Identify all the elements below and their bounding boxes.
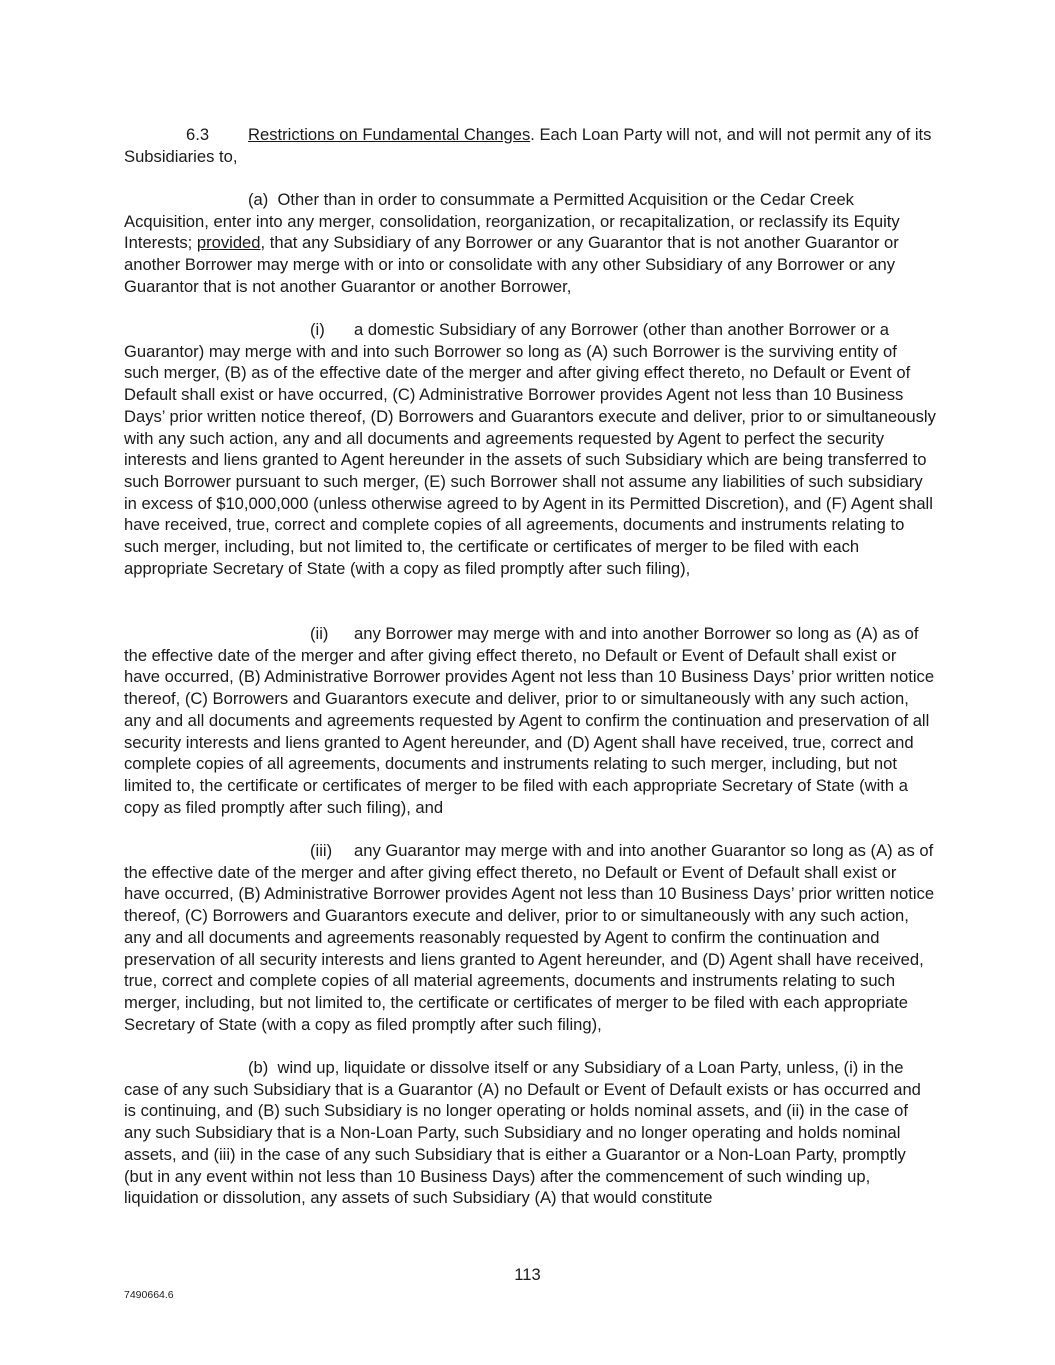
- clause-a-text-after: , that any Subsidiary of any Borrower or any Guarantor that is not another Guarantor or another Borrower may merge with or into or consolidate with any other Subsidiary of any Borrower or any Guarantor that is not another Guarantor or another Borrower,: [124, 233, 899, 296]
- clause-a-label: (a): [248, 190, 269, 209]
- section-title: Restrictions on Fundamental Changes: [248, 125, 531, 144]
- clause-iii-label: (iii): [310, 841, 333, 860]
- clause-ii-label: (ii): [310, 624, 329, 643]
- clause-b-text: wind up, liquidate or dissolve itself or any Subsidiary of a Loan Party, unless, (i) in the case of any such Subsidiary that is a Guarantor (A) no Default or Event of Default exists or has occurred and is continuing, and (B) such Subsidiary is no longer operating or holds nominal assets, and (ii) in the case of any such Subsidiary that is a Non-Loan Party, such Subsidiary and no longer operating and holds nominal assets, and (iii) in the case of any such Subsidiary that is either a Guarantor or a Non-Loan Party, promptly (but in any event within not less than 10 Business Days) after the commencement of such winding up, liquidation or dissolution, any assets of such Subsidiary (A) that would constitute: [124, 1058, 921, 1208]
- clause-iii: [124, 840, 936, 1035]
- clause-a-proviso: provided: [196, 233, 261, 253]
- clause-i: [124, 319, 936, 579]
- page-number: 113: [514, 1265, 541, 1284]
- clause-iii-text: any Guarantor may merge with and into another Guarantor so long as (A) as of the effective date of the merger and after giving effect thereto, no Default or Event of Default shall exist or have occurred, (B) Administrative Borrower provides Agent not less than 10 Business Days’ prior written notice thereof, (C) Borrowers and Guarantors execute and deliver, prior to or simultaneously with any such action, any and all documents and agreements reasonably requested by Agent to confirm the continuation and preservation of all security interests and liens granted to Agent hereunder, and (D) Agent shall have received, true, correct and complete copies of all material agreements, documents and instruments relating to such merger, including, but not limited to, the certificate or certificates of merger to be filed with each appropriate Secretary of State (with a copy as filed promptly after such filing),: [124, 841, 935, 1034]
- document-id: 7490664.6: [124, 1289, 174, 1301]
- clause-b: [124, 1057, 936, 1209]
- section-heading: [124, 124, 936, 167]
- clause-a: [124, 189, 936, 298]
- section-intro: . Each Loan Party will not, and will not permit any of its Subsidiaries to,: [124, 125, 932, 166]
- clause-i-text: a domestic Subsidiary of any Borrower (other than another Borrower or a Guarantor) may merge with and into such Borrower so long as (A) such Borrower is the surviving entity of such merger, (B) as of the effective date of the merger and after giving effect thereto, no Default or Event of Default shall exist or have occurred, (C) Administrative Borrower provides Agent not less than 10 Business Days’ prior written notice thereof, (D) Borrowers and Guarantors execute and deliver, prior to or simultaneously with any such action, any and all documents and agreements requested by Agent to perfect the security interests and liens granted to Agent hereunder in the assets of such Subsidiary which are being transferred to such Borrower pursuant to such merger, (E) such Borrower shall not assume any liabilities of such subsidiary in excess of $10,000,000 (unless otherwise agreed to by Agent in its Permitted Discretion), and (F) Agent shall have received, true, correct and complete copies of all agreements, documents and instruments relating to such merger, including, but not limited to, the certificate or certificates of merger to be filed with each appropriate Secretary of State (with a copy as filed promptly after such filing),: [124, 320, 936, 578]
- section-number: 6.3: [186, 125, 210, 144]
- clause-i-label: (i): [310, 320, 325, 339]
- clause-a-text-before: Other than in order to consummate a Permitted Acquisition or the Cedar Creek Acquisition, enter into any merger, consolidation, reorganization, or recapitalization, or reclassify its Equity Interests;: [124, 190, 900, 253]
- clause-b-label: (b): [248, 1058, 269, 1077]
- clause-ii: [124, 623, 936, 818]
- clause-ii-text: any Borrower may merge with and into another Borrower so long as (A) as of the effective date of the merger and after giving effect thereto, no Default or Event of Default shall exist or have occurred, (B) Administrative Borrower provides Agent not less than 10 Business Days’ prior written notice thereof, (C) Borrowers and Guarantors execute and deliver, prior to or simultaneously with any such action, any and all documents and agreements requested by Agent to confirm the continuation and preservation of all security interests and liens granted to Agent hereunder, and (D) Agent shall have received, true, correct and complete copies of all agreements, documents and instruments relating to such merger, including, but not limited to, the certificate or certificates of merger to be filed with each appropriate Secretary of State (with a copy as filed promptly after such filing), and: [124, 624, 935, 817]
